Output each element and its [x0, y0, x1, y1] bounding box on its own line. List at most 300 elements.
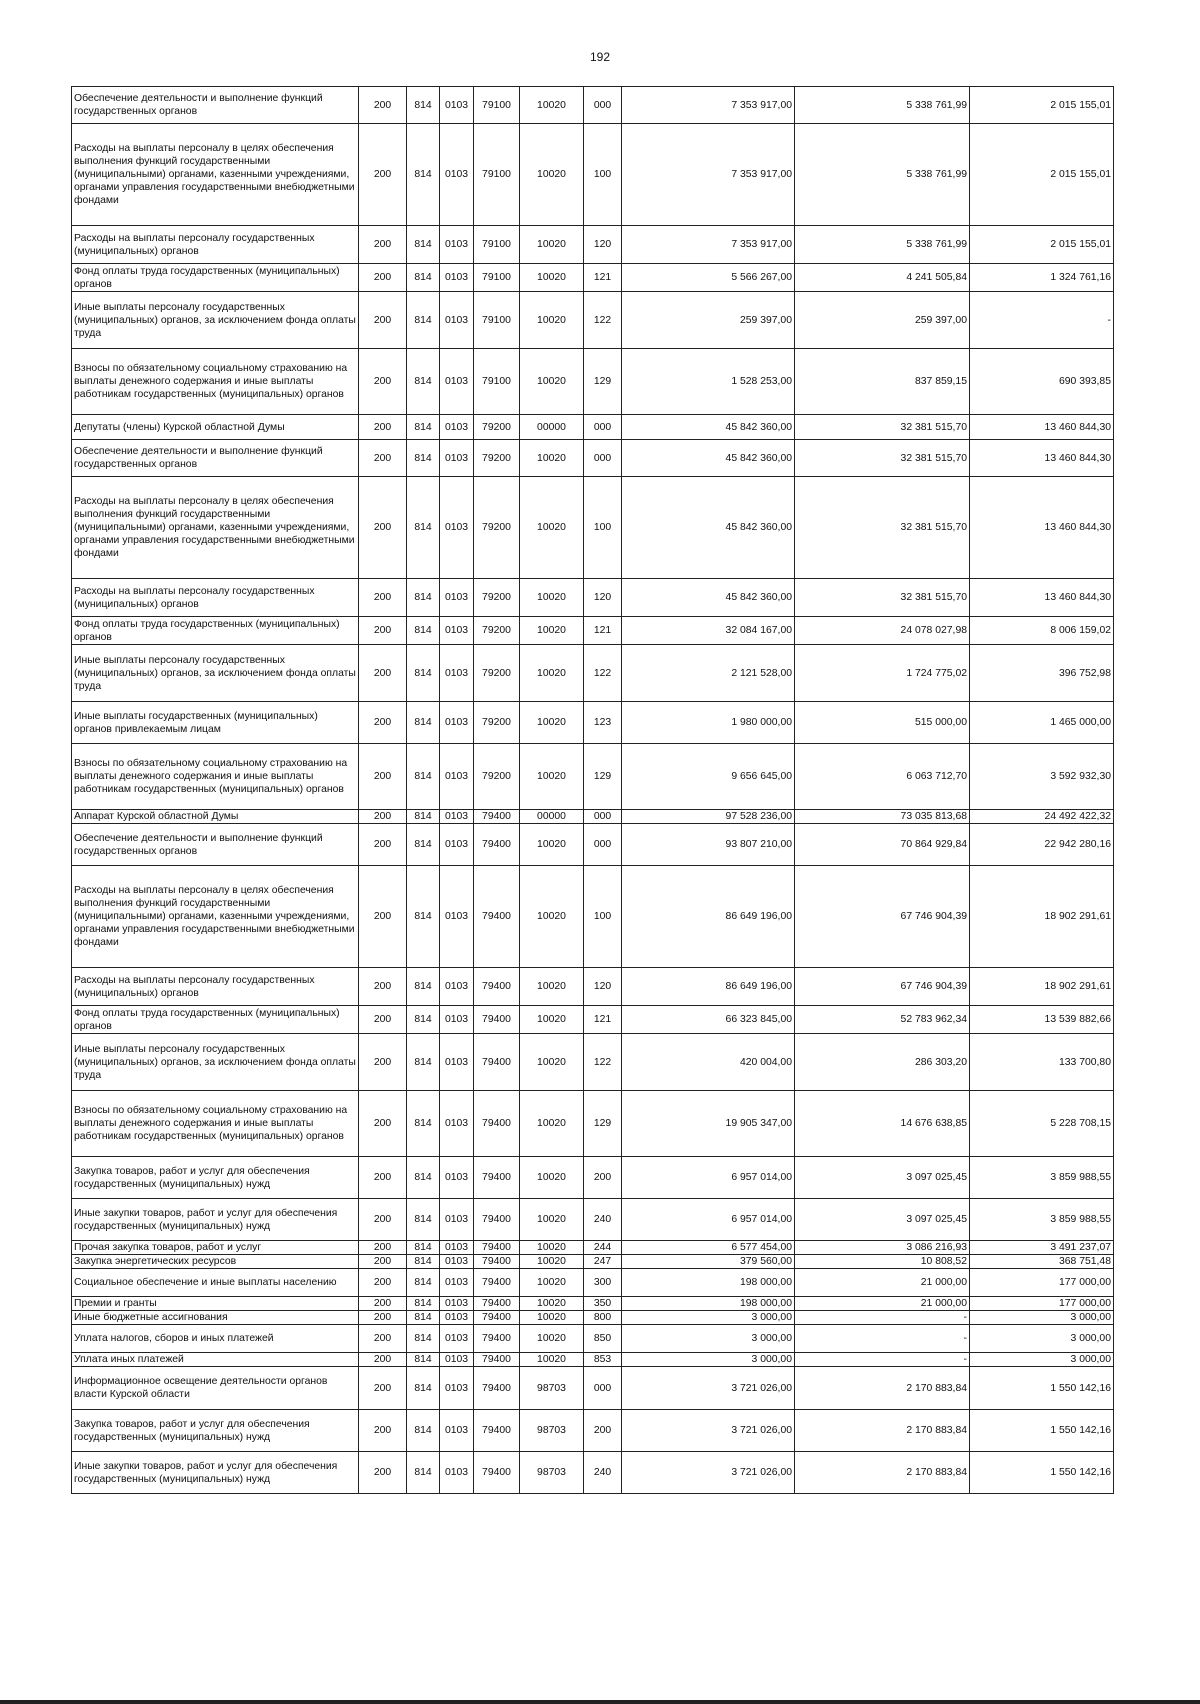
table-row [72, 1199, 1114, 1241]
table-row [72, 440, 1114, 477]
cell-unexecuted-amount: 1 550 142,16 [970, 1452, 1114, 1494]
cell-section-code: 814 [407, 292, 440, 349]
cell-executed-amount: 10 808,52 [795, 1255, 970, 1269]
cell-section-sub: 0103 [440, 810, 474, 824]
cell-target-article: 79400 [474, 1311, 520, 1325]
cell-executed-amount: 2 170 883,84 [795, 1367, 970, 1410]
cell-name: Фонд оплаты труда государственных (муниципальных) органов [72, 617, 359, 645]
cell-section-sub: 0103 [440, 415, 474, 440]
cell-target-article: 79400 [474, 1157, 520, 1199]
table-row [72, 866, 1114, 968]
cell-approved-amount: 86 649 196,00 [622, 866, 795, 968]
cell-executed-amount: 259 397,00 [795, 292, 970, 349]
cell-unexecuted-amount: 5 228 708,15 [970, 1091, 1114, 1157]
cell-section-code: 814 [407, 645, 440, 702]
cell-section-sub: 0103 [440, 1255, 474, 1269]
cell-section-sub: 0103 [440, 1353, 474, 1367]
cell-name: Фонд оплаты труда государственных (муниципальных) органов [72, 1006, 359, 1034]
cell-unexecuted-amount: 3 491 237,07 [970, 1241, 1114, 1255]
cell-section-code: 814 [407, 1157, 440, 1199]
cell-target-sub: 10020 [520, 124, 584, 226]
cell-approved-amount: 198 000,00 [622, 1297, 795, 1311]
cell-unexecuted-amount: 1 550 142,16 [970, 1367, 1114, 1410]
cell-approved-amount: 45 842 360,00 [622, 415, 795, 440]
cell-unexecuted-amount: 1 550 142,16 [970, 1410, 1114, 1452]
table-row [72, 349, 1114, 415]
cell-name: Уплата иных платежей [72, 1353, 359, 1367]
table-row [72, 226, 1114, 264]
cell-target-sub: 10020 [520, 579, 584, 617]
cell-name: Взносы по обязательному социальному страхованию на выплаты денежного содержания и иные выплаты работникам государственных (муниципальных) органов [72, 1091, 359, 1157]
cell-target-sub: 10020 [520, 1199, 584, 1241]
cell-admin-code: 200 [359, 415, 407, 440]
cell-expense-type: 240 [584, 1452, 622, 1494]
cell-executed-amount: 73 035 813,68 [795, 810, 970, 824]
cell-approved-amount: 259 397,00 [622, 292, 795, 349]
cell-name: Расходы на выплаты персоналу в целях обеспечения выполнения функций государственными (муниципальными) органами, казенными учреждениями, органами управления государственными внебюджетными фондами [72, 866, 359, 968]
cell-name: Закупка товаров, работ и услуг для обеспечения государственных (муниципальных) нужд [72, 1410, 359, 1452]
cell-name: Фонд оплаты труда государственных (муниципальных) органов [72, 264, 359, 292]
cell-name: Уплата налогов, сборов и иных платежей [72, 1325, 359, 1353]
cell-target-sub: 10020 [520, 1353, 584, 1367]
cell-expense-type: 244 [584, 1241, 622, 1255]
cell-unexecuted-amount: 1 465 000,00 [970, 702, 1114, 744]
cell-admin-code: 200 [359, 1157, 407, 1199]
cell-section-sub: 0103 [440, 1269, 474, 1297]
cell-admin-code: 200 [359, 87, 407, 124]
cell-approved-amount: 45 842 360,00 [622, 579, 795, 617]
cell-name: Премии и гранты [72, 1297, 359, 1311]
cell-name: Взносы по обязательному социальному страхованию на выплаты денежного содержания и иные выплаты работникам государственных (муниципальных) органов [72, 349, 359, 415]
cell-approved-amount: 3 000,00 [622, 1353, 795, 1367]
cell-section-sub: 0103 [440, 702, 474, 744]
cell-executed-amount: 3 086 216,93 [795, 1241, 970, 1255]
cell-section-code: 814 [407, 1325, 440, 1353]
cell-approved-amount: 3 721 026,00 [622, 1452, 795, 1494]
cell-admin-code: 200 [359, 1325, 407, 1353]
table-row [72, 1367, 1114, 1410]
cell-section-sub: 0103 [440, 824, 474, 866]
cell-target-sub: 10020 [520, 968, 584, 1006]
cell-approved-amount: 2 121 528,00 [622, 645, 795, 702]
cell-target-sub: 10020 [520, 645, 584, 702]
cell-expense-type: 000 [584, 415, 622, 440]
table-row [72, 1157, 1114, 1199]
cell-target-sub: 10020 [520, 1006, 584, 1034]
cell-executed-amount: 5 338 761,99 [795, 87, 970, 124]
cell-target-sub: 10020 [520, 1297, 584, 1311]
cell-section-code: 814 [407, 1255, 440, 1269]
cell-approved-amount: 86 649 196,00 [622, 968, 795, 1006]
cell-target-article: 79400 [474, 1325, 520, 1353]
cell-expense-type: 000 [584, 1367, 622, 1410]
cell-target-sub: 10020 [520, 702, 584, 744]
cell-executed-amount: 21 000,00 [795, 1297, 970, 1311]
cell-expense-type: 100 [584, 124, 622, 226]
cell-section-code: 814 [407, 1311, 440, 1325]
cell-name: Прочая закупка товаров, работ и услуг [72, 1241, 359, 1255]
cell-section-code: 814 [407, 702, 440, 744]
cell-name: Закупка энергетических ресурсов [72, 1255, 359, 1269]
cell-approved-amount: 7 353 917,00 [622, 87, 795, 124]
cell-expense-type: 121 [584, 617, 622, 645]
cell-target-article: 79200 [474, 702, 520, 744]
cell-unexecuted-amount: 3 000,00 [970, 1353, 1114, 1367]
cell-name: Взносы по обязательному социальному страхованию на выплаты денежного содержания и иные выплаты работникам государственных (муниципальных) органов [72, 744, 359, 810]
cell-admin-code: 200 [359, 1199, 407, 1241]
cell-section-code: 814 [407, 124, 440, 226]
cell-unexecuted-amount: 13 539 882,66 [970, 1006, 1114, 1034]
cell-name: Иные выплаты персоналу государственных (муниципальных) органов, за исключением фонда оплаты труда [72, 292, 359, 349]
cell-target-article: 79400 [474, 1091, 520, 1157]
cell-expense-type: 120 [584, 579, 622, 617]
cell-admin-code: 200 [359, 1241, 407, 1255]
cell-admin-code: 200 [359, 824, 407, 866]
cell-approved-amount: 6 577 454,00 [622, 1241, 795, 1255]
cell-name: Иные закупки товаров, работ и услуг для обеспечения государственных (муниципальных) нужд [72, 1199, 359, 1241]
cell-executed-amount: 3 097 025,45 [795, 1157, 970, 1199]
cell-admin-code: 200 [359, 810, 407, 824]
cell-section-code: 814 [407, 1269, 440, 1297]
cell-section-sub: 0103 [440, 349, 474, 415]
cell-unexecuted-amount: 3 000,00 [970, 1325, 1114, 1353]
cell-admin-code: 200 [359, 866, 407, 968]
cell-expense-type: 120 [584, 968, 622, 1006]
cell-unexecuted-amount: 24 492 422,32 [970, 810, 1114, 824]
cell-unexecuted-amount: 18 902 291,61 [970, 866, 1114, 968]
cell-target-article: 79100 [474, 124, 520, 226]
cell-target-article: 79200 [474, 744, 520, 810]
table-row [72, 264, 1114, 292]
cell-expense-type: 000 [584, 440, 622, 477]
cell-executed-amount: 837 859,15 [795, 349, 970, 415]
cell-section-sub: 0103 [440, 440, 474, 477]
cell-admin-code: 200 [359, 1269, 407, 1297]
cell-unexecuted-amount: 8 006 159,02 [970, 617, 1114, 645]
cell-section-sub: 0103 [440, 226, 474, 264]
cell-unexecuted-amount: 3 859 988,55 [970, 1199, 1114, 1241]
cell-name: Расходы на выплаты персоналу государственных (муниципальных) органов [72, 968, 359, 1006]
cell-expense-type: 853 [584, 1353, 622, 1367]
cell-expense-type: 129 [584, 744, 622, 810]
cell-unexecuted-amount: 3 000,00 [970, 1311, 1114, 1325]
cell-executed-amount: 3 097 025,45 [795, 1199, 970, 1241]
cell-section-code: 814 [407, 1241, 440, 1255]
cell-target-sub: 10020 [520, 87, 584, 124]
cell-section-code: 814 [407, 866, 440, 968]
cell-expense-type: 800 [584, 1311, 622, 1325]
cell-executed-amount: 32 381 515,70 [795, 579, 970, 617]
cell-section-code: 814 [407, 1353, 440, 1367]
cell-expense-type: 000 [584, 824, 622, 866]
cell-target-sub: 10020 [520, 440, 584, 477]
cell-unexecuted-amount: 3 859 988,55 [970, 1157, 1114, 1199]
cell-expense-type: 100 [584, 866, 622, 968]
cell-target-article: 79400 [474, 1353, 520, 1367]
cell-expense-type: 200 [584, 1410, 622, 1452]
cell-target-article: 79200 [474, 477, 520, 579]
cell-unexecuted-amount: - [970, 292, 1114, 349]
cell-unexecuted-amount: 18 902 291,61 [970, 968, 1114, 1006]
cell-section-code: 814 [407, 1034, 440, 1091]
cell-approved-amount: 3 721 026,00 [622, 1410, 795, 1452]
cell-section-code: 814 [407, 226, 440, 264]
cell-admin-code: 200 [359, 1452, 407, 1494]
cell-unexecuted-amount: 133 700,80 [970, 1034, 1114, 1091]
cell-unexecuted-amount: 1 324 761,16 [970, 264, 1114, 292]
cell-target-article: 79100 [474, 87, 520, 124]
cell-section-sub: 0103 [440, 1452, 474, 1494]
cell-approved-amount: 198 000,00 [622, 1269, 795, 1297]
cell-executed-amount: 5 338 761,99 [795, 226, 970, 264]
cell-name: Иные бюджетные ассигнования [72, 1311, 359, 1325]
cell-name: Расходы на выплаты персоналу государственных (муниципальных) органов [72, 226, 359, 264]
cell-section-code: 814 [407, 579, 440, 617]
cell-target-article: 79100 [474, 226, 520, 264]
cell-target-article: 79400 [474, 1241, 520, 1255]
cell-unexecuted-amount: 177 000,00 [970, 1297, 1114, 1311]
cell-target-article: 79200 [474, 440, 520, 477]
cell-section-code: 814 [407, 1091, 440, 1157]
cell-unexecuted-amount: 3 592 932,30 [970, 744, 1114, 810]
cell-section-sub: 0103 [440, 292, 474, 349]
table-row [72, 1034, 1114, 1091]
cell-unexecuted-amount: 2 015 155,01 [970, 226, 1114, 264]
cell-admin-code: 200 [359, 1297, 407, 1311]
cell-section-code: 814 [407, 87, 440, 124]
table-row [72, 1241, 1114, 1255]
cell-approved-amount: 6 957 014,00 [622, 1157, 795, 1199]
cell-target-article: 79400 [474, 1367, 520, 1410]
cell-target-sub: 10020 [520, 264, 584, 292]
cell-executed-amount: 286 303,20 [795, 1034, 970, 1091]
cell-admin-code: 200 [359, 579, 407, 617]
cell-unexecuted-amount: 2 015 155,01 [970, 87, 1114, 124]
cell-target-article: 79200 [474, 645, 520, 702]
cell-approved-amount: 1 528 253,00 [622, 349, 795, 415]
cell-admin-code: 200 [359, 968, 407, 1006]
cell-target-article: 79400 [474, 1297, 520, 1311]
cell-approved-amount: 45 842 360,00 [622, 477, 795, 579]
cell-section-code: 814 [407, 617, 440, 645]
cell-name: Социальное обеспечение и иные выплаты населению [72, 1269, 359, 1297]
table-row [72, 477, 1114, 579]
cell-target-article: 79400 [474, 866, 520, 968]
cell-approved-amount: 9 656 645,00 [622, 744, 795, 810]
cell-target-article: 79400 [474, 1269, 520, 1297]
cell-section-sub: 0103 [440, 866, 474, 968]
cell-executed-amount: 4 241 505,84 [795, 264, 970, 292]
cell-target-sub: 98703 [520, 1410, 584, 1452]
cell-name: Расходы на выплаты персоналу в целях обеспечения выполнения функций государственными (муниципальными) органами, казенными учреждениями, органами управления государственными внебюджетными фондами [72, 477, 359, 579]
table-row [72, 1311, 1114, 1325]
cell-target-article: 79400 [474, 1034, 520, 1091]
table-row [72, 1325, 1114, 1353]
table-row [72, 415, 1114, 440]
cell-unexecuted-amount: 368 751,48 [970, 1255, 1114, 1269]
table-row [72, 1006, 1114, 1034]
cell-executed-amount: 2 170 883,84 [795, 1452, 970, 1494]
cell-target-sub: 98703 [520, 1367, 584, 1410]
cell-section-sub: 0103 [440, 579, 474, 617]
cell-approved-amount: 45 842 360,00 [622, 440, 795, 477]
cell-admin-code: 200 [359, 1311, 407, 1325]
cell-target-article: 79100 [474, 349, 520, 415]
cell-expense-type: 300 [584, 1269, 622, 1297]
cell-name: Расходы на выплаты персоналу в целях обеспечения выполнения функций государственными (муниципальными) органами, казенными учреждениями, органами управления государственными внебюджетными фондами [72, 124, 359, 226]
cell-section-sub: 0103 [440, 744, 474, 810]
cell-approved-amount: 420 004,00 [622, 1034, 795, 1091]
cell-name: Закупка товаров, работ и услуг для обеспечения государственных (муниципальных) нужд [72, 1157, 359, 1199]
cell-executed-amount: 32 381 515,70 [795, 415, 970, 440]
cell-admin-code: 200 [359, 1367, 407, 1410]
cell-name: Информационное освещение деятельности органов власти Курской области [72, 1367, 359, 1410]
table-row [72, 810, 1114, 824]
cell-expense-type: 000 [584, 810, 622, 824]
cell-approved-amount: 93 807 210,00 [622, 824, 795, 866]
table-row [72, 1255, 1114, 1269]
cell-expense-type: 129 [584, 349, 622, 415]
cell-target-sub: 98703 [520, 1452, 584, 1494]
cell-section-sub: 0103 [440, 1325, 474, 1353]
cell-section-sub: 0103 [440, 1410, 474, 1452]
cell-unexecuted-amount: 13 460 844,30 [970, 440, 1114, 477]
cell-section-sub: 0103 [440, 1006, 474, 1034]
cell-section-sub: 0103 [440, 617, 474, 645]
cell-target-sub: 10020 [520, 1157, 584, 1199]
cell-name: Расходы на выплаты персоналу государственных (муниципальных) органов [72, 579, 359, 617]
cell-target-article: 79400 [474, 1452, 520, 1494]
cell-unexecuted-amount: 22 942 280,16 [970, 824, 1114, 866]
cell-executed-amount: - [795, 1311, 970, 1325]
cell-admin-code: 200 [359, 1006, 407, 1034]
cell-target-article: 79100 [474, 264, 520, 292]
cell-approved-amount: 3 721 026,00 [622, 1367, 795, 1410]
cell-executed-amount: 515 000,00 [795, 702, 970, 744]
cell-section-code: 814 [407, 1006, 440, 1034]
cell-expense-type: 129 [584, 1091, 622, 1157]
cell-approved-amount: 1 980 000,00 [622, 702, 795, 744]
cell-section-sub: 0103 [440, 968, 474, 1006]
cell-executed-amount: 67 746 904,39 [795, 866, 970, 968]
cell-admin-code: 200 [359, 292, 407, 349]
cell-section-sub: 0103 [440, 1311, 474, 1325]
cell-target-article: 79200 [474, 415, 520, 440]
cell-admin-code: 200 [359, 349, 407, 415]
cell-target-sub: 10020 [520, 1269, 584, 1297]
cell-target-sub: 10020 [520, 744, 584, 810]
cell-section-sub: 0103 [440, 1157, 474, 1199]
cell-admin-code: 200 [359, 264, 407, 292]
cell-target-article: 79400 [474, 1199, 520, 1241]
cell-admin-code: 200 [359, 1353, 407, 1367]
page-number: 192 [589, 50, 611, 64]
cell-target-article: 79400 [474, 824, 520, 866]
cell-admin-code: 200 [359, 1034, 407, 1091]
cell-expense-type: 200 [584, 1157, 622, 1199]
cell-approved-amount: 66 323 845,00 [622, 1006, 795, 1034]
table-row [72, 702, 1114, 744]
table-row [72, 968, 1114, 1006]
cell-target-sub: 10020 [520, 1034, 584, 1091]
cell-target-article: 79100 [474, 292, 520, 349]
cell-approved-amount: 3 000,00 [622, 1325, 795, 1353]
cell-executed-amount: 1 724 775,02 [795, 645, 970, 702]
cell-executed-amount: - [795, 1325, 970, 1353]
cell-target-article: 79400 [474, 1255, 520, 1269]
cell-unexecuted-amount: 690 393,85 [970, 349, 1114, 415]
cell-unexecuted-amount: 396 752,98 [970, 645, 1114, 702]
table-row [72, 1297, 1114, 1311]
cell-section-code: 814 [407, 968, 440, 1006]
cell-section-sub: 0103 [440, 1091, 474, 1157]
cell-name: Обеспечение деятельности и выполнение функций государственных органов [72, 440, 359, 477]
cell-target-sub: 10020 [520, 1091, 584, 1157]
cell-unexecuted-amount: 177 000,00 [970, 1269, 1114, 1297]
cell-section-sub: 0103 [440, 645, 474, 702]
cell-admin-code: 200 [359, 744, 407, 810]
cell-expense-type: 122 [584, 292, 622, 349]
cell-section-sub: 0103 [440, 1199, 474, 1241]
cell-executed-amount: 14 676 638,85 [795, 1091, 970, 1157]
cell-section-sub: 0103 [440, 1367, 474, 1410]
cell-executed-amount: 67 746 904,39 [795, 968, 970, 1006]
cell-expense-type: 121 [584, 264, 622, 292]
cell-section-sub: 0103 [440, 477, 474, 579]
cell-target-sub: 10020 [520, 824, 584, 866]
cell-section-code: 814 [407, 1367, 440, 1410]
cell-target-sub: 00000 [520, 415, 584, 440]
cell-name: Иные выплаты персоналу государственных (муниципальных) органов, за исключением фонда оплаты труда [72, 1034, 359, 1091]
cell-admin-code: 200 [359, 702, 407, 744]
table-row [72, 292, 1114, 349]
cell-section-sub: 0103 [440, 1241, 474, 1255]
table-row [72, 1410, 1114, 1452]
table-row [72, 87, 1114, 124]
cell-section-code: 814 [407, 1297, 440, 1311]
cell-unexecuted-amount: 2 015 155,01 [970, 124, 1114, 226]
cell-target-sub: 10020 [520, 866, 584, 968]
table-row [72, 1091, 1114, 1157]
cell-executed-amount: 70 864 929,84 [795, 824, 970, 866]
cell-target-article: 79200 [474, 617, 520, 645]
cell-target-sub: 10020 [520, 292, 584, 349]
table-row [72, 744, 1114, 810]
cell-section-code: 814 [407, 264, 440, 292]
cell-approved-amount: 6 957 014,00 [622, 1199, 795, 1241]
cell-section-code: 814 [407, 824, 440, 866]
cell-approved-amount: 5 566 267,00 [622, 264, 795, 292]
cell-admin-code: 200 [359, 1255, 407, 1269]
budget-table-body [72, 87, 1114, 1494]
cell-executed-amount: 2 170 883,84 [795, 1410, 970, 1452]
cell-expense-type: 120 [584, 226, 622, 264]
cell-section-sub: 0103 [440, 87, 474, 124]
cell-section-code: 814 [407, 1199, 440, 1241]
cell-executed-amount: 6 063 712,70 [795, 744, 970, 810]
cell-target-sub: 10020 [520, 477, 584, 579]
cell-target-sub: 10020 [520, 1311, 584, 1325]
cell-section-sub: 0103 [440, 1297, 474, 1311]
cell-target-article: 79200 [474, 579, 520, 617]
table-row [72, 124, 1114, 226]
cell-section-code: 814 [407, 1452, 440, 1494]
cell-section-code: 814 [407, 440, 440, 477]
cell-target-sub: 10020 [520, 1255, 584, 1269]
cell-target-article: 79400 [474, 810, 520, 824]
cell-target-sub: 10020 [520, 226, 584, 264]
cell-expense-type: 100 [584, 477, 622, 579]
